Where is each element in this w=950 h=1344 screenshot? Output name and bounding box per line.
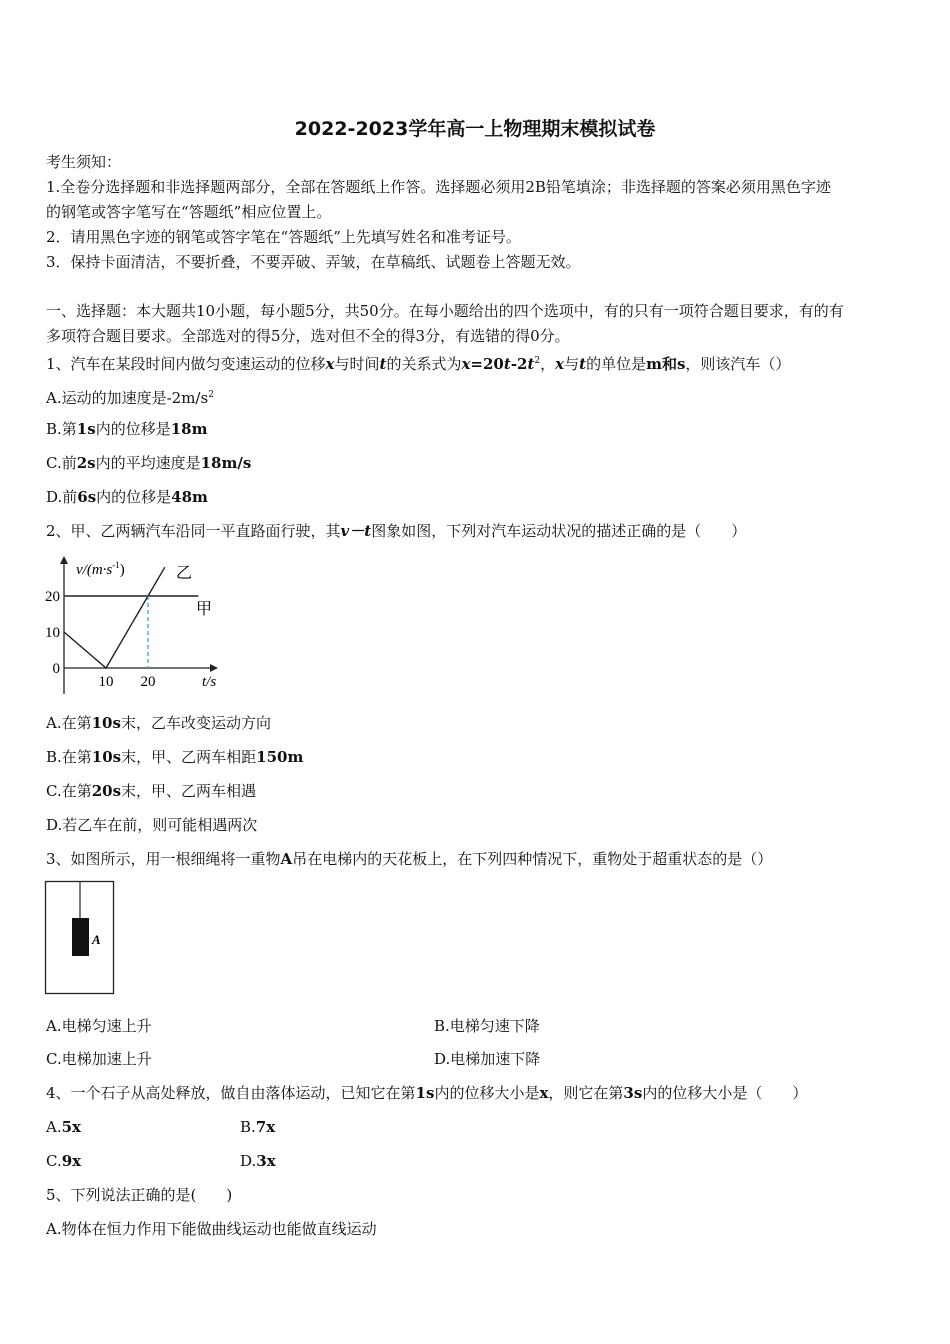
section-1-intro: 一、选择题：本大题共10小题，每小题5分，共50分。在每小题给出的四个选项中，有的只有一项符合题目要求，有的有 — [46, 302, 844, 320]
elevator-figure — [44, 880, 116, 996]
series-label-yi: 乙 — [176, 565, 193, 582]
question-1-option-a[interactable]: A.运动的加速度是$-2m/s^2$ — [46, 389, 214, 407]
y-tick-label-20: 20 — [45, 589, 60, 605]
question-1-option-d[interactable]: D.前6s内的位移是48m — [46, 488, 208, 506]
question-2-stem: 2、甲、乙两辆汽车沿同一平直路面行驶，其v－t图象如图，下列对汽车运动状况的描述正确的是（ ） — [46, 522, 747, 540]
notice-heading: 考生须知： — [46, 153, 122, 171]
page-title: 2022-2023学年高一上物理期末模拟试卷 — [294, 118, 656, 140]
y-tick-label-0: 0 — [52, 661, 60, 677]
question-3-stem: 3、如图所示，用一根细绳将一重物A吊在电梯内的天花板上，在下列四种情况下，重物处于超重状态的是（） — [46, 850, 773, 868]
x-tick-label-10: 10 — [98, 674, 114, 690]
question-5-option-a[interactable]: A.物体在恒力作用下能做曲线运动也能做直线运动 — [46, 1220, 377, 1238]
x-axis-arrow — [210, 664, 218, 672]
question-2-option-b[interactable]: B.在第10s末，甲、乙两车相距150m — [46, 748, 304, 766]
weight-label: A — [92, 932, 101, 947]
notice-item-1: 1.全卷分选择题和非选择题两部分，全部在答题纸上作答。选择题必须用2B铅笔填涂；非选择题的答案必须用黑色字迹 — [46, 178, 831, 196]
question-4-option-c[interactable]: C.9x — [46, 1152, 82, 1170]
question-1-stem: 1、汽车在某段时间内做匀变速运动的位移x与时间t的关系式为$x=20t-2t^2$，x与t的单位是m和s，则该汽车（） — [46, 355, 791, 373]
question-4-option-b[interactable]: B.7x — [240, 1118, 276, 1136]
weight-block — [72, 918, 89, 956]
question-4-stem: 4、一个石子从高处释放，做自由落体运动，已知它在第1s内的位移大小是x，则它在第3s内的位移大小是（ ） — [46, 1084, 808, 1102]
vt-graph — [40, 552, 230, 700]
x-tick-label-20: 20 — [140, 674, 156, 690]
y-axis-arrow — [60, 556, 68, 564]
question-2-option-d[interactable]: D.若乙车在前，则可能相遇两次 — [46, 816, 258, 834]
question-3-option-d[interactable]: D.电梯加速下降 — [434, 1050, 541, 1068]
notice-item-1-cont: 的钢笔或答字笔写在“答题纸”相应位置上。 — [46, 203, 332, 221]
question-5-stem: 5、下列说法正确的是( ) — [46, 1186, 233, 1204]
question-2-option-a[interactable]: A.在第10s末，乙车改变运动方向 — [46, 714, 271, 732]
question-3-option-b[interactable]: B.电梯匀速下降 — [434, 1017, 540, 1035]
y-tick-label-10: 10 — [45, 625, 60, 641]
series-line-yi — [64, 567, 165, 668]
question-1-option-b[interactable]: B.第1s内的位移是18m — [46, 420, 208, 438]
question-3-option-c[interactable]: C.电梯加速上升 — [46, 1050, 152, 1068]
question-4-option-a[interactable]: A.5x — [46, 1118, 81, 1136]
question-2-option-c[interactable]: C.在第20s末，甲、乙两车相遇 — [46, 782, 257, 800]
notice-item-3: 3．保持卡面清洁，不要折叠，不要弄破、弄皱，在草稿纸、试题卷上答题无效。 — [46, 253, 581, 271]
question-1-option-c[interactable]: C.前2s内的平均速度是18m/s — [46, 454, 252, 472]
x-axis-label: t/s — [202, 674, 217, 690]
question-3-option-a[interactable]: A.电梯匀速上升 — [46, 1017, 152, 1035]
series-label-jia: 甲 — [196, 601, 213, 618]
notice-item-2: 2．请用黑色字迹的钢笔或答字笔在“答题纸”上先填写姓名和准考证号。 — [46, 228, 521, 246]
y-axis-label: $v/(m\cdot s^{-1})$ — [76, 560, 125, 578]
section-1-intro-cont: 多项符合题目要求。全部选对的得5分，选对但不全的得3分，有选错的得0分。 — [46, 327, 570, 345]
question-4-option-d[interactable]: D.3x — [240, 1152, 276, 1170]
